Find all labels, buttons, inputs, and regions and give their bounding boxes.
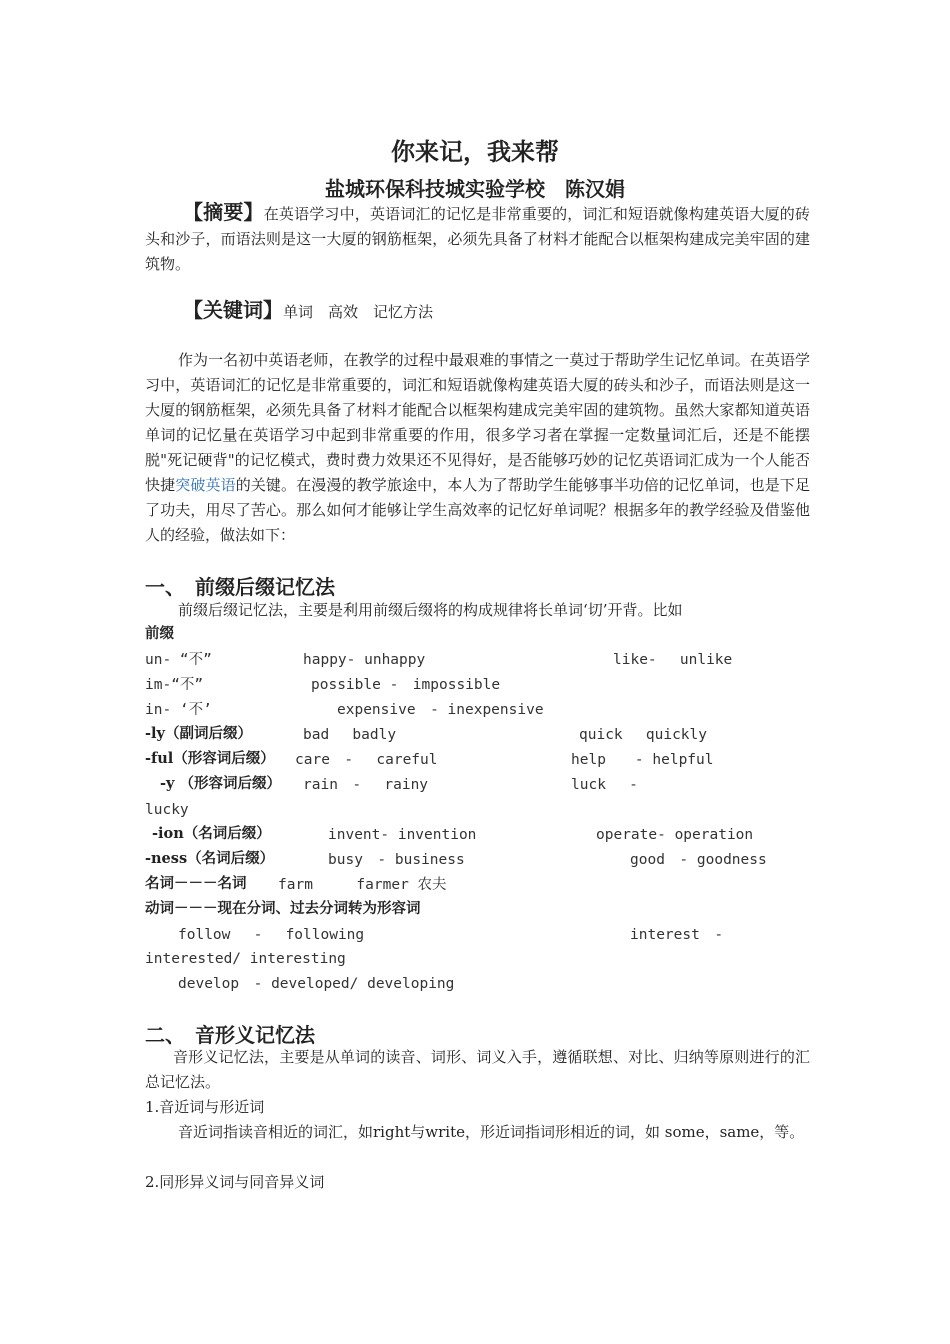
prefix-label: 前缀 xyxy=(145,625,174,642)
row-develop: develop - developed/ developing xyxy=(178,976,455,992)
row-y-b: rain - rainy xyxy=(303,777,429,793)
row-im-b: possible - impossible xyxy=(311,677,501,693)
row-ly-a: -ly（副词后缀） xyxy=(145,725,252,742)
keywords-text: 单词 高效 记忆方法 xyxy=(283,303,434,321)
intro-link[interactable]: 突破英语 xyxy=(175,476,236,494)
row-ful-a: -ful（形容词后缀） xyxy=(145,750,275,767)
row-interest: interest - xyxy=(630,927,724,943)
row-ion-b: invent- invention xyxy=(328,827,477,843)
row-ly-b: bad badly xyxy=(303,727,397,743)
row-interested: interested/ interesting xyxy=(145,951,346,967)
row-ness-b: busy - business xyxy=(328,852,465,868)
row-ly-c: quick quickly xyxy=(579,727,707,743)
row-in-a: in- ‘不’ xyxy=(145,702,212,718)
section2-sub1: 1.音近词与形近词 xyxy=(145,1098,265,1116)
section2-intro: 音形义记忆法，主要是从单词的读音、词形、词义入手，遵循联想、对比、归纳等原则进行的汇总记忆法。 xyxy=(145,1048,810,1091)
intro-text-1: 作为一名初中英语老师，在教学的过程中最艰难的事情之一莫过于帮助学生记忆单词。在英语学习中，英语词汇的记忆是非常重要的，词汇和短语就像构建英语大厦的砖头和沙子，而语法则是这一大厦的钢筋框架，必须先具备了材料才能配合以框架构建成完美牢固的建筑物。虽然大家都知道英语单词的记忆量在英语学习中起到非常重要的作用，很多学习者在掌握一定数量词汇后，还是不能摆脱"死记硬背"的记忆模式，费时费力效果还不见得好，是否能够巧妙的记忆英语词汇成为一个人能否快捷 xyxy=(145,351,810,494)
row-noun-a: 名词－－－名词 xyxy=(145,875,247,892)
section2-heading: 二、 音形义记忆法 xyxy=(145,1023,315,1047)
row-un-c: like- unlike xyxy=(613,652,733,668)
document-title: 你来记，我来帮 xyxy=(391,137,559,166)
keywords-label: 【关键词】 xyxy=(183,298,283,322)
row-ness-a: -ness（名词后缀） xyxy=(145,850,275,867)
row-ful-b: care - careful xyxy=(295,752,438,768)
abstract-paragraph xyxy=(145,200,810,277)
section2-sub1-text: 音近词指读音相近的词汇，如right与write，形近词指词形相近的词，如 some，same，等。 xyxy=(178,1123,805,1141)
row-un-a: un- “不” xyxy=(145,652,212,668)
intro-text-2: 的关键。在漫漫的教学旅途中，本人为了帮助学生能够事半功倍的记忆单词，也是下足了功夫，用尽了苦心。那么如何才能够让学生高效率的记忆好单词呢？根据多年的教学经验及借鉴他人的经验，做法如下： xyxy=(145,476,810,544)
section1-intro: 前缀后缀记忆法，主要是利用前缀后缀将的构成规律将长单词‘切’开背。比如 xyxy=(178,601,683,619)
section2-sub2: 2.同形异义词与同音异义词 xyxy=(145,1173,325,1191)
abstract-label: 【摘要】 xyxy=(183,200,264,224)
row-follow: follow - following xyxy=(178,927,365,943)
row-ful-c: help - helpful xyxy=(571,752,714,768)
row-y-c: luck - xyxy=(571,777,638,793)
row-verb-a: 动词－－－现在分词、过去分词转为形容词 xyxy=(145,900,421,917)
row-ness-c: good - goodness xyxy=(630,852,767,868)
row-lucky: lucky xyxy=(145,802,189,818)
keywords-paragraph xyxy=(145,298,810,325)
row-in-b: expensive - inexpensive xyxy=(337,702,544,718)
row-ion-c: operate- operation xyxy=(596,827,754,843)
row-noun-b: farm farmer 农夫 xyxy=(278,877,447,893)
row-un-b: happy- unhappy xyxy=(303,652,426,668)
author-line: 盐城环保科技城实验学校 陈汉娟 xyxy=(325,177,625,201)
section1-heading: 一、 前缀后缀记忆法 xyxy=(145,575,335,599)
abstract-text: 在英语学习中，英语词汇的记忆是非常重要的，词汇和短语就像构建英语大厦的砖头和沙子，而语法则是这一大厦的钢筋框架，必须先具备了材料才能配合以框架构建成完美牢固的建筑物。 xyxy=(145,205,810,273)
row-ion-a: -ion（名词后缀） xyxy=(152,825,271,842)
row-y-a: -y （形容词后缀） xyxy=(160,775,281,792)
intro-paragraph xyxy=(145,348,810,548)
row-im-a: im-“不” xyxy=(145,677,204,693)
